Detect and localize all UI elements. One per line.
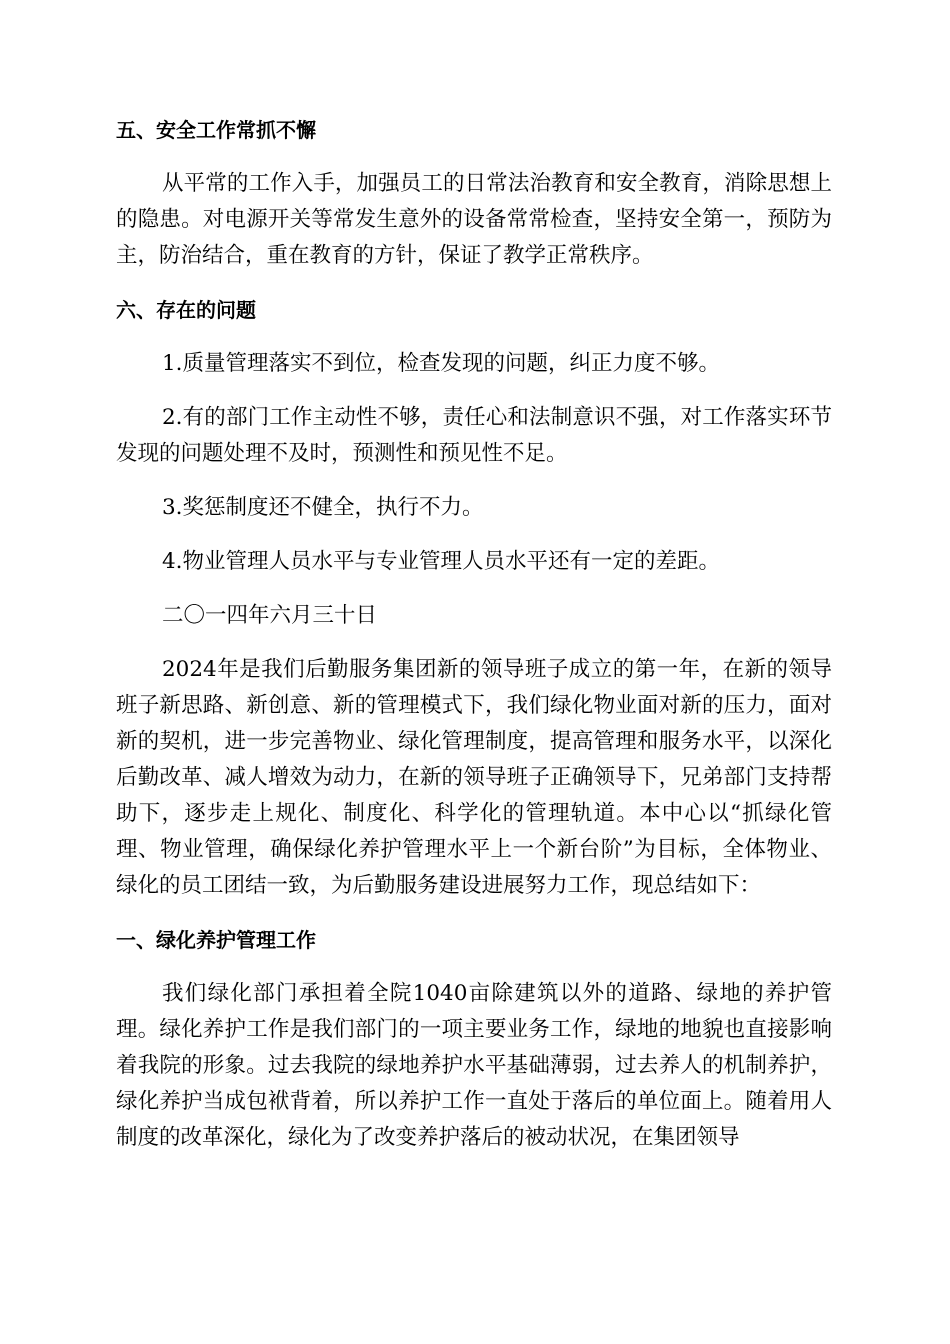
problem-item-4: 4.物业管理人员水平与专业管理人员水平还有一定的差距。 bbox=[162, 549, 721, 574]
paragraph-safety: 从平常的工作入手，加强员工的日常法治教育和安全教育，消除思想上的隐患。对电源开关等常发生意外的设备常常检查，坚持安全第一，预防为主，防治结合，重在教育的方针，保证了教学正常秩序。 bbox=[116, 171, 832, 268]
paragraph-intro-2024: 2024年是我们后勤服务集团新的领导班子成立的第一年，在新的领导班子新思路、新创意、新的管理模式下，我们绿化物业面对新的压力，面对新的契机，进一步完善物业、绿化管理制度，提高管理和服务水平，以深化后勤改革、减人增效为动力，在新的领导班子正确领导下，兄弟部门支持帮助下，逐步走上规化、制度化、科学化的管理轨道。本中心以“抓绿化管理、物业管理，确保绿化养护管理水平上一个新台阶”为目标，全体物业、绿化的员工团结一致，为后勤服务建设进展努力工作，现总结如下： bbox=[116, 657, 832, 898]
section-heading-safety: 五、安全工作常抓不懈 bbox=[116, 118, 316, 142]
paragraph-greening: 我们绿化部门承担着全院1040亩除建筑以外的道路、绿地的养护管理。绿化养护工作是我们部门的一项主要业务工作，绿地的地貌也直接影响着我院的形象。过去我院的绿地养护水平基础薄弱，过去养人的机制养护，绿化养护当成包袱背着，所以养护工作一直处于落后的单位面上。随着用人制度的改革深化，绿化为了改变养护落后的被动状况，在集团领导 bbox=[116, 981, 832, 1150]
document-date: 二〇一四年六月三十日 bbox=[162, 603, 378, 628]
section-heading-greening: 一、绿化养护管理工作 bbox=[116, 928, 316, 952]
problem-item-2: 2.有的部门工作主动性不够，责任心和法制意识不强，对工作落实环节发现的问题处理不及时，预测性和预见性不足。 bbox=[116, 405, 832, 466]
problem-item-1: 1.质量管理落实不到位，检查发现的问题，纠正力度不够。 bbox=[162, 351, 721, 376]
section-heading-problems: 六、存在的问题 bbox=[116, 298, 256, 322]
document-page bbox=[116, 112, 832, 1174]
problem-item-3: 3.奖惩制度还不健全，执行不力。 bbox=[162, 495, 484, 520]
